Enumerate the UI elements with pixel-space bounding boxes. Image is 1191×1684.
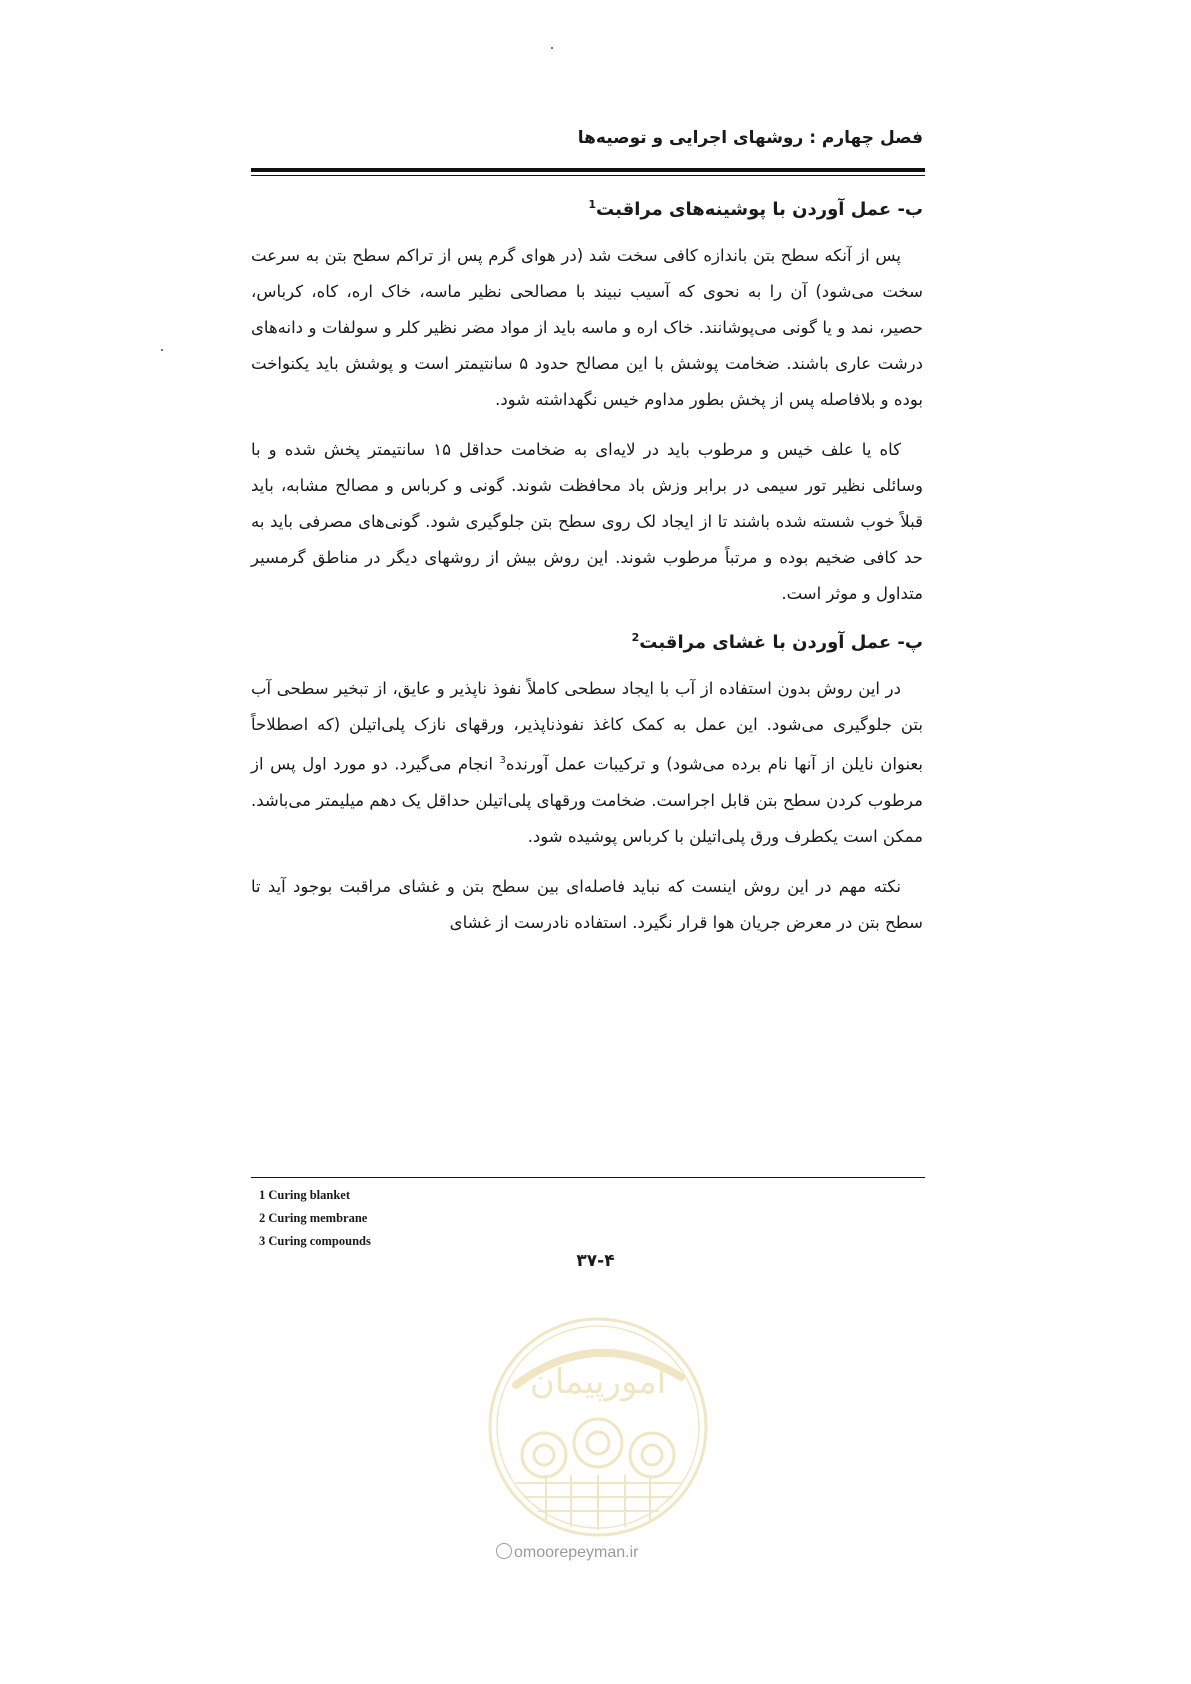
header-rule-thick	[251, 168, 925, 172]
gear-hub-icon	[642, 1445, 662, 1465]
paragraph-text: در این روش بدون استفاده از آب با ایجاد سطحی کاملاً نفوذ ناپذیر و عایق، از تبخیر سطحی آب بتن جلوگیری می‌شود. این عمل به کمک کاغذ نفوذناپذیر، ورقهای نازک پلی‌اتیلن (که اصطلاحاً بعنوان نایلن از آنها نام برده می‌شود) و ترکیبات عمل آورنده	[251, 679, 923, 774]
section-heading-text: پ- عمل آوردن با غشای مراقبت	[639, 632, 923, 653]
footnote-ref: 3	[499, 755, 506, 766]
paragraph: پس از آنکه سطح بتن باندازه کافی سخت شد (در هوای گرم پس از تراکم سطح بتن به سرعت سخت می‌شود) آن را به نحوی که آسیب نبیند با مصالحی نظیر ماسه، خاک اره، کاه، کرباس، حصیر، نمد و یا گونی می‌پوشانند. خاک اره و ماسه باید از مواد مضر نظیر کلر و سولفات و دانه‌های درشت عاری باشند. ضخامت پوشش با این مصالح حدود ۵ سانتیمتر است و پوشش باید یکنواخت بوده و بلافاصله پس از پخش بطور مداوم خیس نگهداشته شود.	[251, 246, 923, 409]
scan-speck	[161, 349, 163, 351]
page-number: ۳۷-۴	[576, 1251, 615, 1271]
footnote: 2 Curing membrane	[259, 1211, 368, 1225]
paragraph: کاه یا علف خیس و مرطوب باید در لایه‌ای به ضخامت حداقل ۱۵ سانتیمتر پخش شده و با وسائلی نظیر تور سیمی در برابر وزش باد محافظت شوند. گونی و کرباس و مصالح مشابه، باید قبلاً خوب شسته شده باشند تا از ایجاد لک روی سطح بتن جلوگیری شود. گونی‌های مصرفی باید به حد کافی ضخیم بوده و مرتباً مرطوب شوند. این روش بیش از روشهای دیگر در مناطق گرمسیر متداول و موثر است.	[251, 440, 923, 603]
gear-icon	[630, 1433, 674, 1477]
header-rule-thin	[251, 175, 925, 176]
watermark-url	[496, 1543, 639, 1562]
gear-icon	[522, 1433, 566, 1477]
section-heading-text: ب- عمل آوردن با پوشینه‌های مراقبت	[596, 199, 923, 220]
footnote-ref: 1	[588, 198, 597, 211]
at-sign-icon	[496, 1543, 512, 1559]
footnote-ref: 2	[631, 631, 640, 644]
logo-script-text: امورپیمان	[529, 1362, 667, 1402]
section-heading-membrane	[251, 618, 923, 663]
gear-icon	[574, 1419, 622, 1467]
paragraph	[251, 671, 923, 855]
gear-hub-icon	[534, 1445, 554, 1465]
footnote: 1 Curing blanket	[259, 1188, 350, 1202]
footnote-rule	[251, 1177, 925, 1178]
scan-speck	[551, 47, 553, 49]
footnote: 3 Curing compounds	[259, 1234, 371, 1248]
chapter-title: فصل چهارم : روشهای اجرایی و توصیه‌ها	[577, 128, 923, 148]
watermark-url-text: omoorepeyman.ir	[514, 1544, 639, 1561]
gear-hub-icon	[587, 1432, 609, 1454]
gear-icons	[522, 1419, 674, 1477]
footnotes	[259, 1184, 371, 1253]
body-text	[251, 185, 923, 941]
paragraph-text: انجام می‌گیرد. دو مورد اول پس از مرطوب کردن سطح بتن قابل اجراست. ضخامت ورقهای پلی‌اتیلن حداقل یک دهم میلیمتر می‌باشد. ممکن است یکطرف ورق پلی‌اتیلن با کرباس پوشیده شود.	[251, 754, 923, 846]
paragraph: نکته مهم در این روش اینست که نباید فاصله‌ای بین سطح بتن و غشای مراقبت بوجود آید تا سطح بتن در معرض جریان هوا قرار نگیرد. استفاده نادرست از غشای	[251, 876, 923, 932]
watermark-logo	[486, 1315, 711, 1540]
grid-base-icon	[516, 1475, 681, 1530]
section-heading-blanket	[251, 185, 923, 230]
